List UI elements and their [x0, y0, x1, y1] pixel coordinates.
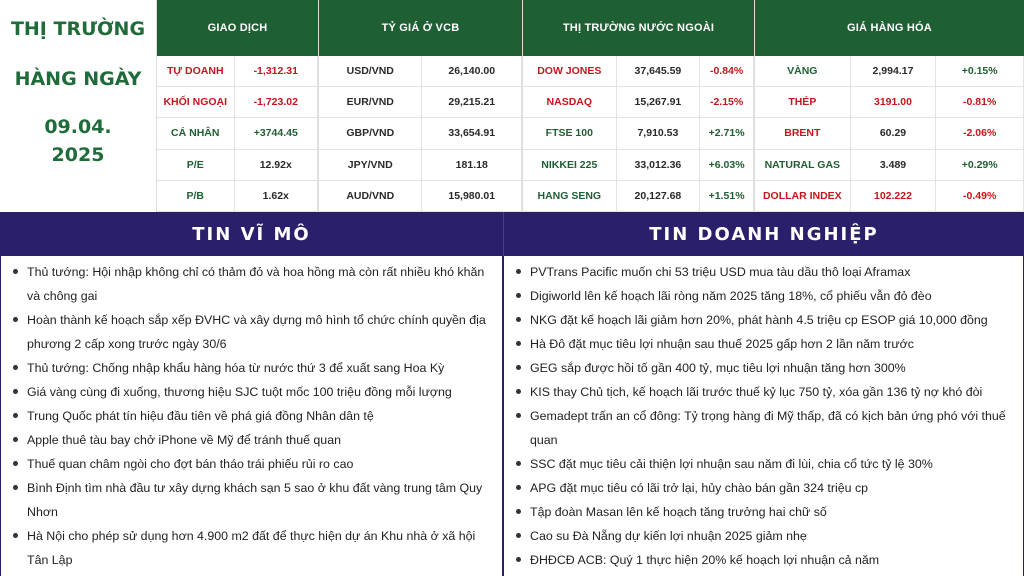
fx-rate: 15,980.01 — [422, 181, 522, 211]
fx-rate: 26,140.00 — [422, 56, 522, 86]
news-item[interactable]: Hoàn thành kế hoạch sắp xếp ĐVHC và xây dựng mô hình tổ chức chính quyền địa phương 2 cấp xong trước ngày 30/6 — [11, 308, 496, 356]
row-value: +3744.45 — [235, 118, 318, 148]
title-line-2: HÀNG NGÀY — [14, 68, 142, 90]
news-item[interactable]: Thuế quan châm ngòi cho đợt bán tháo trái phiếu rủi ro cao — [11, 452, 496, 476]
corporate-news-panel — [503, 256, 1024, 576]
index-change: +1.51% — [700, 181, 754, 211]
news-item[interactable]: PVTrans Pacific muốn chi 53 triệu USD mua tàu dầu thô loại Aframax — [514, 260, 1017, 284]
table-row — [319, 118, 522, 149]
foreign-header: THỊ TRƯỜNG NƯỚC NGOÀI — [523, 0, 754, 56]
commodity-name: NATURAL GAS — [755, 150, 851, 180]
foreign-markets-table — [522, 0, 754, 212]
commodity-change: +0.15% — [936, 56, 1024, 86]
row-label: TỰ DOANH — [157, 56, 235, 86]
table-row — [157, 56, 318, 87]
index-name: FTSE 100 — [523, 118, 617, 148]
table-row — [157, 150, 318, 181]
fx-pair: JPY/VND — [319, 150, 422, 180]
fx-header: TỶ GIÁ Ở VCB — [319, 0, 522, 56]
commodity-value: 3191.00 — [851, 87, 937, 117]
news-item[interactable]: Tập đoàn Masan lên kế hoạch tăng trưởng hai chữ số — [514, 500, 1017, 524]
commodity-name: VÀNG — [755, 56, 851, 86]
index-value: 15,267.91 — [617, 87, 701, 117]
index-name: NIKKEI 225 — [523, 150, 617, 180]
news-item[interactable]: Thủ tướng: Chống nhập khẩu hàng hóa từ nước thứ 3 để xuất sang Hoa Kỳ — [11, 356, 496, 380]
commodity-value: 60.29 — [851, 118, 937, 148]
table-row — [523, 56, 754, 87]
row-value: 12.92x — [235, 150, 318, 180]
table-row — [319, 181, 522, 212]
trading-header: GIAO DỊCH — [157, 0, 318, 56]
fx-rate: 33,654.91 — [422, 118, 522, 148]
commodity-change: -0.49% — [936, 181, 1024, 211]
commodity-change: +0.29% — [936, 150, 1024, 180]
table-row — [523, 118, 754, 149]
commodity-change: -0.81% — [936, 87, 1024, 117]
table-row — [319, 56, 522, 87]
row-value: 1.62x — [235, 181, 318, 211]
row-label: P/B — [157, 181, 235, 211]
table-row — [523, 181, 754, 212]
commodities-header: GIÁ HÀNG HÓA — [755, 0, 1024, 56]
commodity-value: 3.489 — [851, 150, 937, 180]
index-value: 33,012.36 — [617, 150, 701, 180]
fx-rate: 181.18 — [422, 150, 522, 180]
news-item[interactable]: Hà Nội cho phép sử dụng hơn 4.900 m2 đất để thực hiện dự án Khu nhà ở xã hội Tân Lập — [11, 524, 496, 572]
commodity-name: THÉP — [755, 87, 851, 117]
news-item[interactable]: Apple thuê tàu bay chở iPhone về Mỹ để tránh thuế quan — [11, 428, 496, 452]
date-line-1: 09.04. — [44, 116, 112, 138]
row-label: P/E — [157, 150, 235, 180]
date-line-2: 2025 — [51, 144, 105, 166]
commodity-name: BRENT — [755, 118, 851, 148]
table-row — [319, 87, 522, 118]
table-row — [755, 181, 1024, 212]
news-item[interactable]: Cao su Đà Nẵng dự kiến lợi nhuận 2025 giảm nhẹ — [514, 524, 1017, 548]
row-value: -1,723.02 — [235, 87, 318, 117]
commodity-value: 2,994.17 — [851, 56, 937, 86]
title-block — [0, 0, 156, 212]
index-value: 20,127.68 — [617, 181, 701, 211]
commodity-value: 102.222 — [851, 181, 937, 211]
fx-pair: AUD/VND — [319, 181, 422, 211]
index-change: -2.15% — [700, 87, 754, 117]
table-row — [755, 118, 1024, 149]
fx-rate: 29,215.21 — [422, 87, 522, 117]
index-name: NASDAQ — [523, 87, 617, 117]
row-label: KHỐI NGOẠI — [157, 87, 235, 117]
macro-news-panel — [0, 256, 503, 576]
row-label: CÁ NHÂN — [157, 118, 235, 148]
table-row — [755, 150, 1024, 181]
index-name: DOW JONES — [523, 56, 617, 86]
index-value: 37,645.59 — [617, 56, 701, 86]
index-change: +2.71% — [700, 118, 754, 148]
news-item[interactable]: Hà Đô đặt mục tiêu lợi nhuận sau thuế 2025 gấp hơn 2 lần năm trước — [514, 332, 1017, 356]
news-item[interactable]: Digiworld lên kế hoạch lãi ròng năm 2025 tăng 18%, cổ phiếu vẫn đỏ đèo — [514, 284, 1017, 308]
index-value: 7,910.53 — [617, 118, 701, 148]
commodities-table — [754, 0, 1024, 212]
index-name: HANG SENG — [523, 181, 617, 211]
table-row — [523, 87, 754, 118]
news-item[interactable]: Thủ tướng: Hội nhập không chỉ có thảm đỏ và hoa hồng mà còn rất nhiều khó khăn và chông gai — [11, 260, 496, 308]
news-item[interactable]: GEG sắp được hồi tố gần 400 tỷ, mục tiêu lợi nhuận tăng hơn 300% — [514, 356, 1017, 380]
commodity-change: -2.06% — [936, 118, 1024, 148]
table-row — [755, 87, 1024, 118]
fx-pair: GBP/VND — [319, 118, 422, 148]
news-item[interactable]: SSC đặt mục tiêu cải thiện lợi nhuận sau năm đi lùi, chia cổ tức tỷ lệ 30% — [514, 452, 1017, 476]
index-change: +6.03% — [700, 150, 754, 180]
table-row — [157, 87, 318, 118]
news-item[interactable]: Bình Định tìm nhà đầu tư xây dựng khách sạn 5 sao ở khu đất vàng trung tâm Quy Nhơn — [11, 476, 496, 524]
commodity-name: DOLLAR INDEX — [755, 181, 851, 211]
trading-rows — [157, 56, 318, 212]
fx-table — [318, 0, 522, 212]
news-item[interactable]: ĐHĐCĐ ACB: Quý 1 thực hiện 20% kế hoạch lợi nhuận cả năm — [514, 548, 1017, 572]
trading-table — [156, 0, 318, 212]
news-item[interactable]: NKG đặt kế hoạch lãi giảm hơn 20%, phát hành 4.5 triệu cp ESOP giá 10,000 đồng — [514, 308, 1017, 332]
fx-pair: USD/VND — [319, 56, 422, 86]
corporate-news-header: TIN DOANH NGHIỆP — [503, 212, 1024, 256]
title-line-1: THỊ TRƯỜNG — [10, 18, 146, 40]
macro-news-list — [1, 256, 502, 572]
table-row — [319, 150, 522, 181]
row-value: -1,312.31 — [235, 56, 318, 86]
news-item[interactable]: Giá vàng cùng đi xuống, thương hiệu SJC tuột mốc 100 triệu đồng mỗi lượng — [11, 380, 496, 404]
table-row — [523, 150, 754, 181]
news-item[interactable]: KIS thay Chủ tịch, kế hoạch lãi trước thuế kỷ lục 750 tỷ, xóa gần 136 tỷ nợ khó đòi — [514, 380, 1017, 404]
corporate-news-list — [504, 256, 1023, 572]
table-row — [755, 56, 1024, 87]
news-item[interactable]: APG đặt mục tiêu có lãi trở lại, hủy chào bán gần 324 triệu cp — [514, 476, 1017, 500]
table-row — [157, 118, 318, 149]
index-change: -0.84% — [700, 56, 754, 86]
macro-news-header: TIN VĨ MÔ — [0, 212, 503, 256]
news-item[interactable]: Trung Quốc phát tín hiệu đầu tiên về phá giá đồng Nhân dân tệ — [11, 404, 496, 428]
news-item[interactable]: Gemadept trấn an cổ đông: Tỷ trọng hàng đi Mỹ thấp, đã có kịch bản ứng phó với thuế quan — [514, 404, 1017, 452]
fx-pair: EUR/VND — [319, 87, 422, 117]
table-row — [157, 181, 318, 212]
